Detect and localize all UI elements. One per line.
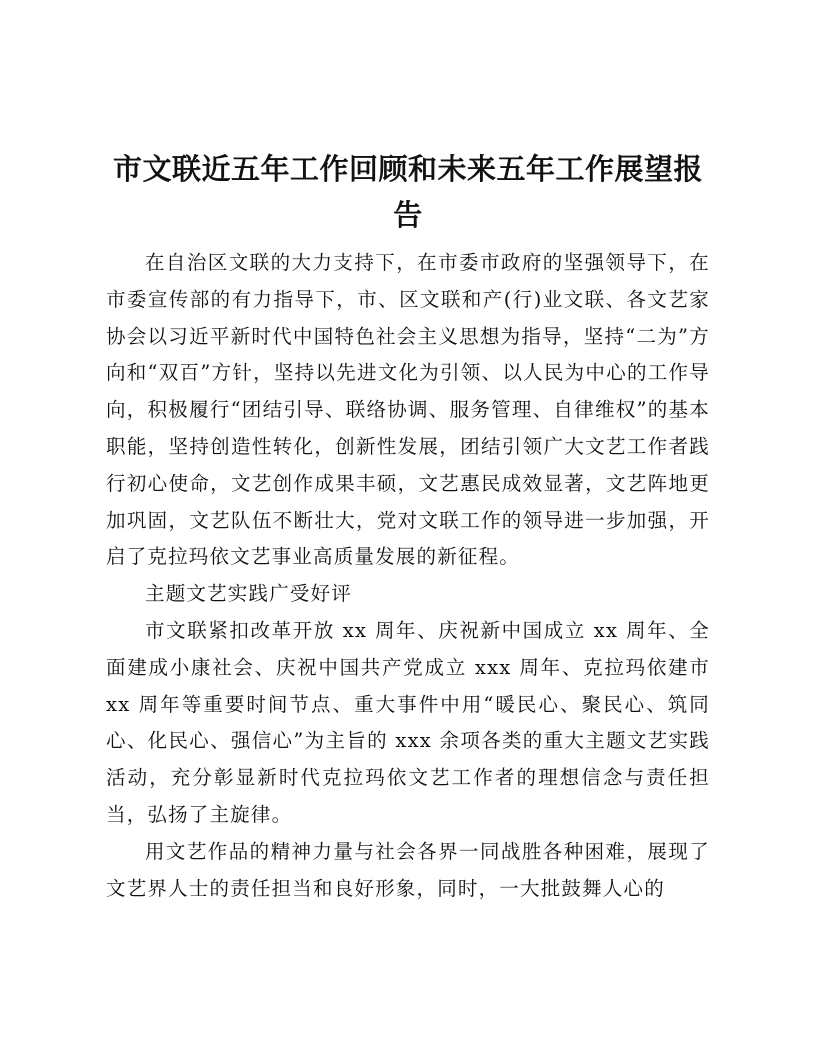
section-heading: 主题文艺实践广受好评 (145, 582, 353, 606)
document-title: 市文联近五年工作回顾和未来五年工作展望报告 (112, 152, 703, 232)
paragraph-activities: 市文联紧扣改革开放 xx 周年、庆祝新中国成立 xx 周年、全面建成小康社会、庆祝中国共产党成立 xxx 周年、克拉玛依建市 xx 周年等重要时间节点、重大事件中用“暖民心、聚民心、筑同心、化民心、强信心”为主旨的 xxx 余项各类的重大主题文艺实践活动，充分彰显新时代克拉玛依文艺工作者的理想信念与责任担当，弘扬了主旋律。 (106, 618, 710, 826)
document-body (106, 245, 710, 907)
paragraph-works: 用文艺作品的精神力量与社会各界一同战胜各种困难，展现了文艺界人士的责任担当和良好形象，同时，一大批鼓舞人心的 (106, 839, 710, 900)
paragraph-intro: 在自治区文联的大力支持下，在市委市政府的坚强领导下，在市委宣传部的有力指导下，市、区文联和产(行)业文联、各文艺家协会以习近平新时代中国特色社会主义思想为指导，坚持“二为”方向和“双百”方针，坚持以先进文化为引领、以人民为中心的工作导向，积极履行“团结引导、联络协调、服务管理、自律维权”的基本职能，坚持创造性转化，创新性发展，团结引领广大文艺工作者践行初心使命，文艺创作成果丰硕，文艺惠民成效显著，文艺阵地更加巩固，文艺队伍不断壮大，党对文联工作的领导进一步加强，开启了克拉玛依文艺事业高质量发展的新征程。 (106, 251, 710, 569)
